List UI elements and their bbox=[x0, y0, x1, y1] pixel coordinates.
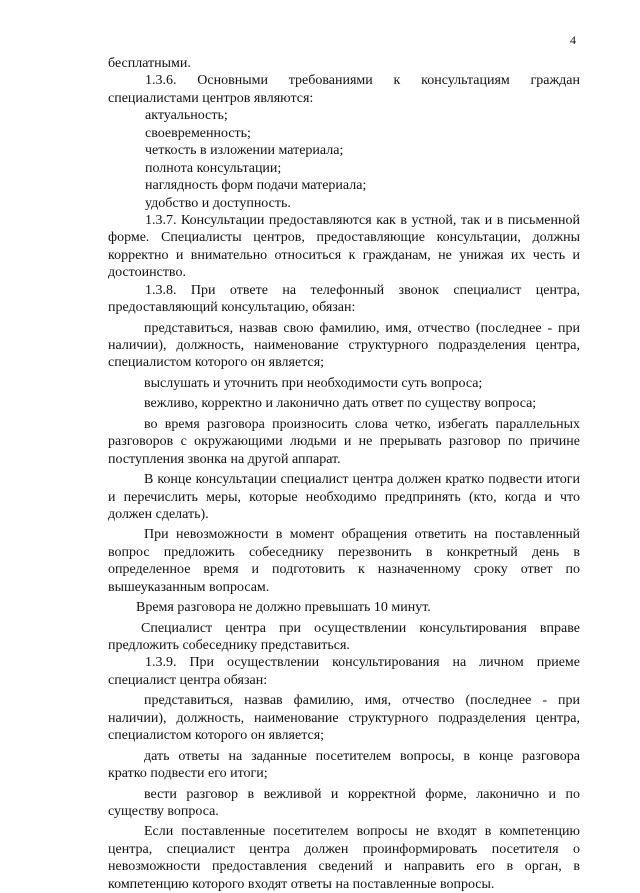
text-line: предоставляющий консультацию, обязан: bbox=[108, 300, 356, 316]
text-line: 1.3.6. Основными требованиями к консультациям граждан bbox=[145, 73, 580, 89]
paragraph bbox=[108, 786, 580, 821]
paragraph bbox=[108, 692, 580, 744]
text-line: актуальность; bbox=[145, 108, 228, 124]
text-line: В конце консультации специалист центра должен кратко подвести итоги bbox=[144, 472, 580, 488]
text-line: корректно и внимательно относиться к гражданам, не унижая их честь и bbox=[108, 247, 580, 263]
text-line: во время разговора произносить слова четко, избегать параллельных bbox=[144, 416, 580, 432]
text-line: своевременность; bbox=[145, 125, 251, 141]
text-line: форме. Специалисты центров, предоставляющие консультации, должны bbox=[108, 230, 580, 246]
text-line: 1.3.8. При ответе на телефонный звонок специалист центра, bbox=[145, 282, 580, 298]
text-line: При невозможности в момент обращения ответить на поставленный bbox=[144, 527, 580, 543]
text-line: Время разговора не должно превышать 10 минут. bbox=[136, 600, 431, 616]
paragraph bbox=[108, 526, 580, 596]
text-line: центра, специалист центра должен проинформировать посетителя о bbox=[108, 841, 580, 857]
text-line: специалистом которого он является; bbox=[108, 355, 325, 371]
text-line: вышеуказанным вопросам. bbox=[108, 579, 270, 595]
text-line: выслушать и уточнить при необходимости суть вопроса; bbox=[144, 375, 483, 391]
requirement-item bbox=[108, 125, 580, 142]
section-1-3-7 bbox=[108, 212, 580, 282]
requirement-item bbox=[108, 177, 580, 194]
text-line: определенное время и подготовить к назначенному сроку ответ по bbox=[108, 562, 580, 578]
paragraph bbox=[108, 823, 580, 893]
paragraph bbox=[108, 748, 580, 783]
section-1-3-8 bbox=[108, 282, 580, 317]
paragraph bbox=[108, 375, 580, 392]
text-line: полнота консультации; bbox=[145, 160, 282, 176]
text-line: компетенцию которого входят ответы на поставленные вопросы. bbox=[108, 876, 495, 892]
text-line: кратко подвести его итоги; bbox=[108, 766, 268, 782]
requirement-item bbox=[108, 160, 580, 177]
paragraph bbox=[108, 416, 580, 468]
text-line: 1.3.7. Консультации предоставляются как в устной, так и в письменной bbox=[145, 212, 580, 228]
text-line: поступления звонка на другой аппарат. bbox=[108, 451, 341, 467]
text-line: наличии), должность, наименование структурного подразделения центра, bbox=[108, 338, 580, 353]
text-line: невозможности предоставления сведений и направить его в орган, в bbox=[108, 859, 580, 875]
paragraph bbox=[108, 395, 580, 412]
document-body bbox=[108, 55, 580, 893]
text-line: достоинство. bbox=[108, 265, 186, 281]
text-line: Специалист центра при осуществлении консультирования вправе bbox=[141, 620, 580, 636]
requirement-item bbox=[108, 195, 580, 212]
paragraph bbox=[108, 620, 580, 655]
text-line: должен сделать). bbox=[108, 506, 209, 522]
text-line: специалистами центров являются: bbox=[108, 90, 314, 106]
text-line: специалистом которого он является; bbox=[108, 728, 325, 744]
text-line: вежливо, корректно и лаконично дать ответ по существу вопроса; bbox=[144, 396, 537, 412]
text-line: 1.3.9. При осуществлении консультирования на личном приеме bbox=[145, 655, 580, 671]
text-line: вопрос предложить собеседнику перезвонить в конкретный день в bbox=[108, 544, 580, 560]
paragraph bbox=[108, 55, 580, 72]
text-line: дать ответы на заданные посетителем вопросы, в конце разговора bbox=[144, 748, 580, 764]
paragraph bbox=[108, 320, 580, 372]
text-line: бесплатными. bbox=[108, 56, 191, 71]
requirement-item bbox=[108, 142, 580, 159]
text-line: вести разговор в вежливой и корректной форме, лаконично и по bbox=[144, 786, 580, 802]
paragraph bbox=[108, 599, 580, 616]
text-line: специалист центра обязан: bbox=[108, 672, 268, 688]
text-line: наличии), должность, наименование структурного подразделения центра, bbox=[108, 710, 580, 726]
text-line: представиться, назвав фамилию, имя, отчество (последнее - при bbox=[144, 693, 580, 709]
paragraph bbox=[108, 471, 580, 523]
text-line: удобство и доступность. bbox=[145, 195, 291, 211]
text-line: наглядность форм подачи материала; bbox=[145, 178, 367, 194]
section-1-3-6 bbox=[108, 72, 580, 107]
text-line: разговоров с окружающими людьми и не прерывать разговор по причине bbox=[108, 434, 580, 450]
text-line: четкость в изложении материала; bbox=[145, 143, 344, 159]
text-line: представиться, назвав свою фамилию, имя, отчество (последнее - при bbox=[144, 320, 580, 336]
section-1-3-9 bbox=[108, 654, 580, 689]
text-line: существу вопроса. bbox=[108, 803, 219, 819]
text-line: предложить собеседнику представиться. bbox=[108, 638, 350, 653]
requirement-item bbox=[108, 107, 580, 124]
page-number: 4 bbox=[570, 33, 576, 47]
text-line: и перечислить меры, которые необходимо предпринять (кто, когда и что bbox=[108, 489, 580, 505]
text-line: Если поставленные посетителем вопросы не входят в компетенцию bbox=[144, 824, 580, 840]
